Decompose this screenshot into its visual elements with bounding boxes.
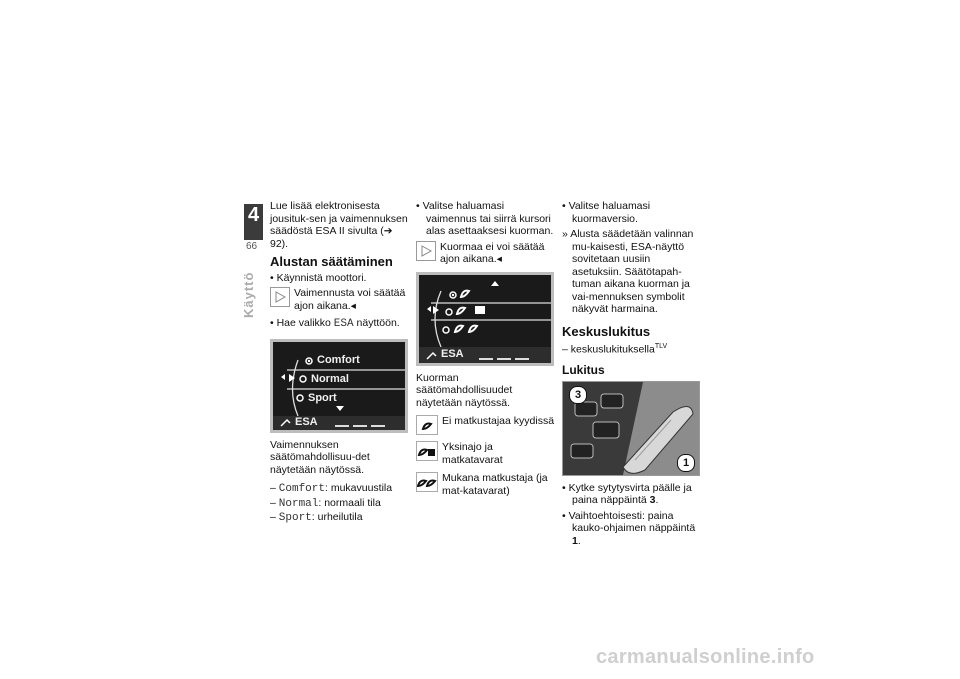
load-option-passenger xyxy=(416,472,556,497)
esa-damping-screen xyxy=(270,339,408,433)
esa-load-screen xyxy=(416,272,554,366)
load-option-solo xyxy=(416,415,556,435)
bullet: • Valitse haluamasi vaimennus tai siirrä kursori alas asettaaksesi kuorman. xyxy=(416,200,554,237)
note-triangle-icon xyxy=(270,287,290,307)
caption: Kuorman säätömahdollisuudet näytetään näytössä. xyxy=(416,371,513,409)
load-option-text: Mukana matkustaja (ja mat-katavarat) xyxy=(442,472,548,497)
callout-1: 1 xyxy=(677,454,695,472)
esa-label: ESA xyxy=(441,347,464,360)
section-heading: Keskuslukitus xyxy=(562,323,651,339)
result: » Alusta säädetään valinnan mu-kaisesti, ESA-näyttö sovitetaan uusiin asetuksiin. Säätötapah-tuman aikana kuorman ja vai-mennuksen symbolit näkyvät harmaina. xyxy=(562,228,694,315)
load-option-text: Yksinajo ja matkatavarat xyxy=(442,441,503,466)
note xyxy=(270,287,410,312)
rider-passenger-icon xyxy=(416,472,438,492)
mode-sport: – Sport: urheilutila xyxy=(270,511,363,524)
note xyxy=(416,241,556,266)
option-sport: Sport xyxy=(308,391,337,404)
equipment-note: – keskuslukituksella$^{TLV}$ xyxy=(562,343,668,356)
load-option-text: Ei matkustajaa kyydissä xyxy=(442,415,555,427)
load-option-luggage xyxy=(416,441,556,466)
caption: Vaimennuksen säätömahdollisuu-det näytetään näytössä. xyxy=(270,438,370,476)
page-number: 66 xyxy=(246,241,258,252)
mode-comfort: – Comfort: mukavuustila xyxy=(270,482,393,495)
rider-icon xyxy=(416,415,438,435)
rider-luggage-icon xyxy=(416,441,438,461)
chapter-title-vertical: Käyttö xyxy=(241,271,256,318)
bullet: • Käynnistä moottori. xyxy=(270,271,367,284)
column-1 xyxy=(270,200,410,526)
key-fob-photo xyxy=(562,381,700,476)
option-normal: Normal xyxy=(311,372,349,385)
bullet: • Hae valikko ESA näyttöön. xyxy=(270,317,400,330)
column-2 xyxy=(416,200,556,503)
bullet: • Valitse haluamasi kuormaversio. xyxy=(562,200,651,225)
esa-label: ESA xyxy=(295,415,318,428)
intro-text: Lue lisää elektronisesta jousituk-sen ja vaimennuksen säädöstä ESA II sivulta (➔ 92). xyxy=(270,200,408,250)
column-3 xyxy=(562,200,702,550)
option-comfort: Comfort xyxy=(317,353,360,366)
note-triangle-icon xyxy=(416,241,436,261)
chapter-number: 4 xyxy=(244,204,263,240)
note-text: Kuormaa ei voi säätää ajon aikana.◂ xyxy=(440,240,545,265)
note-text: Vaimennusta voi säätää ajon aikana.◂ xyxy=(294,287,406,312)
bullet: • Vaihtoehtoisesti: paina kauko-ohjaimen näppäintä 1. xyxy=(562,509,696,547)
mode-normal: – Normal: normaali tila xyxy=(270,496,381,510)
section-heading: Alustan säätäminen xyxy=(270,254,393,269)
callout-3: 3 xyxy=(569,386,587,404)
subheading: Lukitus xyxy=(562,363,605,377)
watermark: carmanualsonline.info xyxy=(596,646,815,668)
bullet: • Kytke sytytysvirta päälle ja paina näppäintä 3. xyxy=(562,481,692,506)
